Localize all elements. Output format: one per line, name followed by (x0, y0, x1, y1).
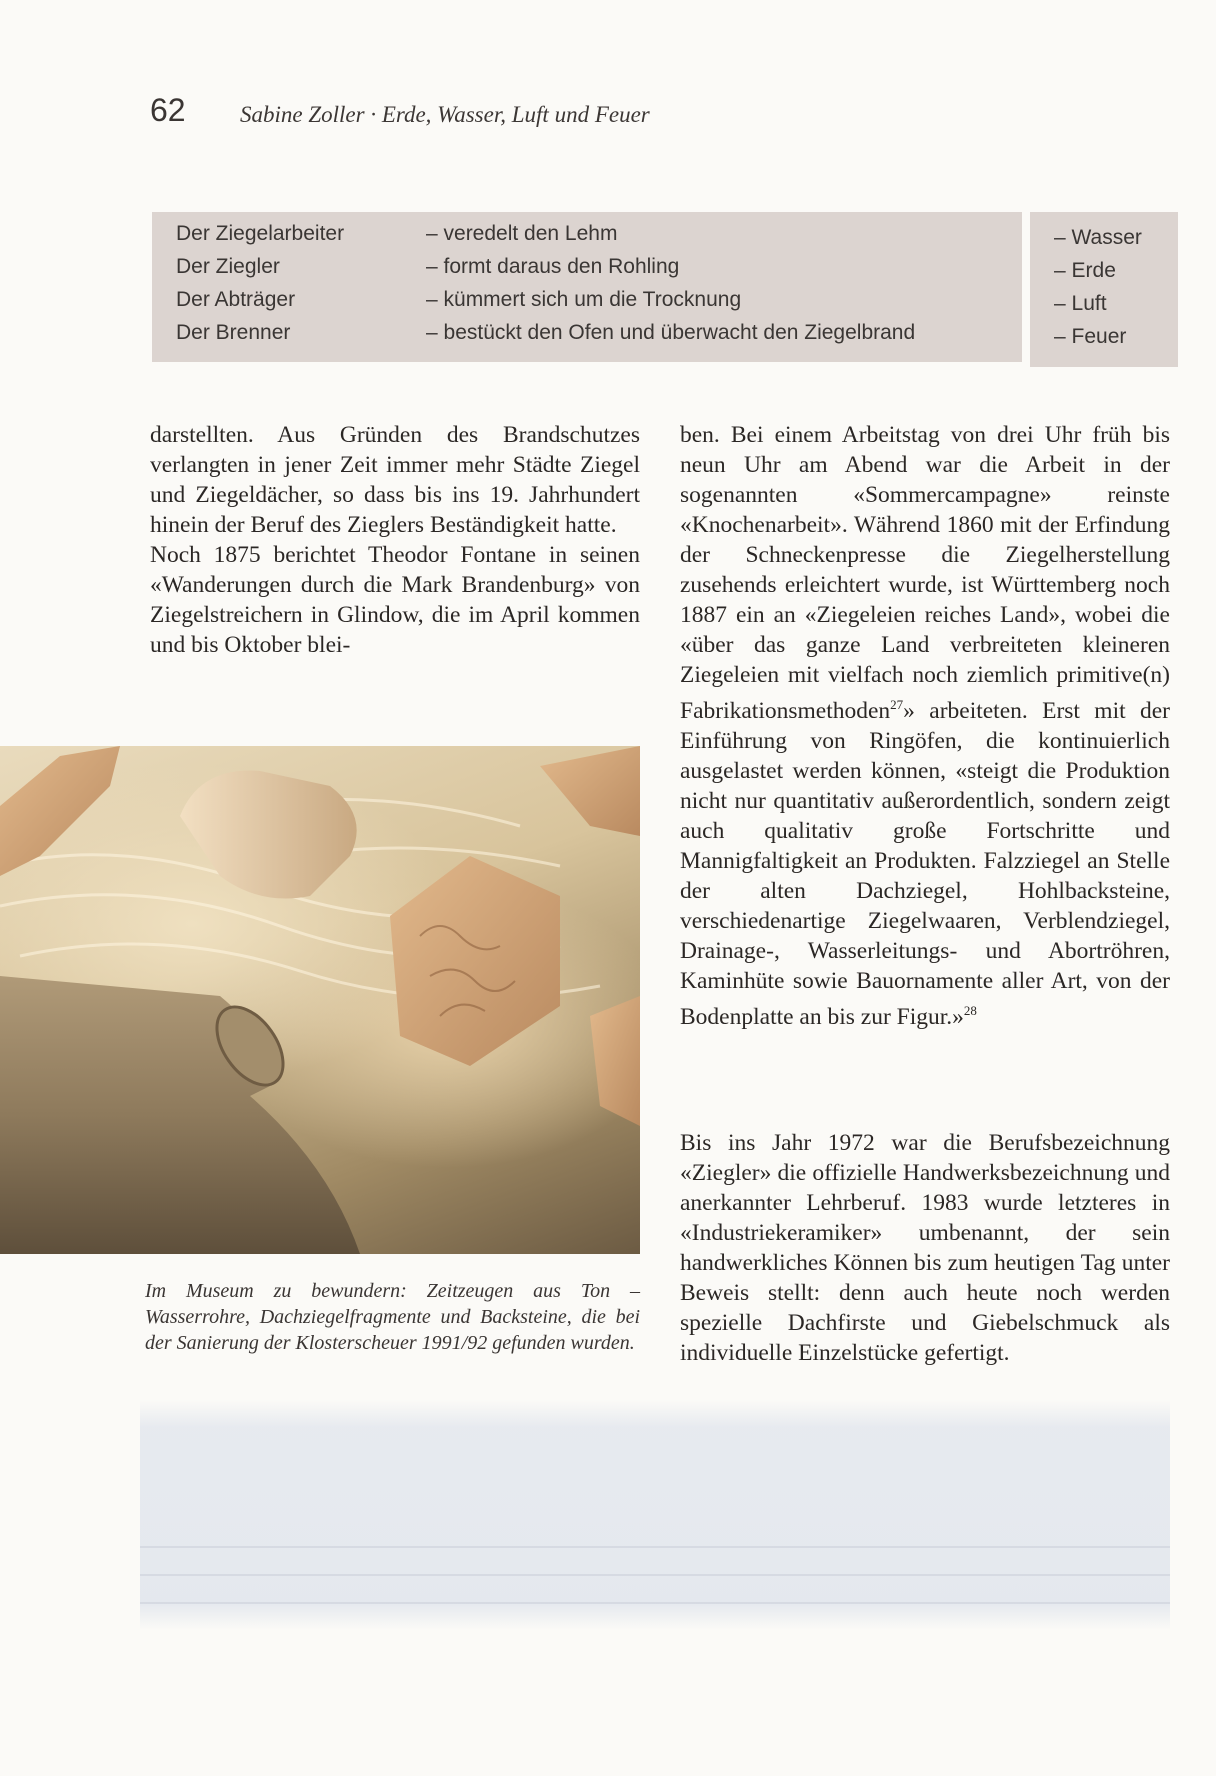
elements-list (1030, 212, 1178, 367)
role-task: – kümmert sich um die Trocknung (426, 288, 742, 311)
role-name: Der Abträger (176, 288, 296, 311)
photo-caption: Im Museum zu bewundern: Zeitzeugen aus Ton – Wasserrohre, Dachziegelfragmente und Backsteine, die bei der Sanierung der Klosterscheuer 1991/92 gefunden wurden. (145, 1280, 640, 1354)
footnote-ref: 28 (963, 1002, 977, 1018)
role-task: – formt daraus den Rohling (426, 255, 680, 278)
running-head: Sabine Zoller · Erde, Wasser, Luft und Feuer (240, 102, 650, 127)
roles-table-row (176, 288, 741, 312)
left-column-text (150, 420, 640, 660)
ornamented-tile (390, 856, 560, 1066)
right-column-text-2 (680, 1128, 1170, 1368)
clay-roll (180, 771, 357, 899)
element-item: – Erde (1054, 259, 1116, 282)
roles-table-row (176, 222, 617, 246)
roles-table-row (176, 255, 679, 279)
right-column-text (680, 420, 1170, 1032)
tile-fragment-top-right (540, 746, 640, 836)
tile-fragment-right (590, 996, 640, 1126)
artifacts-illustration (0, 746, 640, 1254)
paragraph: darstellten. Aus Gründen des Brandschutzes verlangten in jener Zeit immer mehr Städte Ziegel und Ziegeldächer, so dass bis ins 19. Jahrhundert hinein der Beruf des Zieglers Beständigkeit hatte. (150, 422, 640, 538)
role-task: – bestückt den Ofen und überwacht den Ziegelbrand (426, 321, 916, 344)
element-item: – Feuer (1054, 325, 1127, 348)
paragraph: Bis ins Jahr 1972 war die Berufsbezeichnung «Ziegler» die offizielle Handwerksbezeichnung und anerkannter Lehrberuf. 1983 wurde letzteres in «Industriekeramiker» umbenannt, der sein handwerkliches Können bis zum heutigen Tag unter Beweis stellt: denn auch heute noch werden spezielle Dachfirste und Giebelschmuck als individuelle Einzelstücke gefertigt. (680, 1130, 1170, 1366)
element-item: – Wasser (1054, 226, 1142, 249)
water-pipe (0, 976, 360, 1254)
element-item: – Luft (1054, 292, 1107, 315)
roles-table-row (176, 321, 915, 345)
role-name: Der Ziegler (176, 255, 280, 278)
paragraph: Noch 1875 berichtet Theodor Fontane in seinen «Wanderungen durch die Mark Brandenburg» von Ziegelstreichern in Glindow, die im April kommen und bis Oktober blei- (150, 542, 640, 658)
page-number: 62 (150, 92, 186, 128)
role-task: – veredelt den Lehm (426, 222, 618, 245)
museum-artifacts-photo (0, 746, 640, 1254)
paragraph (680, 420, 1170, 1032)
footnote-ref: 27 (890, 697, 904, 712)
role-name: Der Ziegelarbeiter (176, 222, 345, 245)
paragraph-text: ben. Bei einem Arbeitstag von drei Uhr früh bis neun Uhr am Abend war die Arbeit in der sogenannten «Sommercampagne» reinste «Knochenarbeit». Während 1860 mit der Erfindung der Schneckenpresse die Ziegelherstellung zusehends erleichtert wurde, ist Württemberg noch 1887 ein an «Ziegeleien reiches Land», wobei die «über das ganze Land verbreiteten kleineren Ziegeleien mit vielfach noch ziemlich primitive(n) Fabrikationsmethoden (680, 422, 1170, 724)
roles-table (152, 212, 1022, 362)
paragraph-text: » arbeiteten. Erst mit der Einführung von Ringöfen, die kontinuierlich ausgelastet werden können, «steigt die Produktion nicht nur quantitativ außerordentlich, sondern zeigt auch qualitativ große Fortschritte und Mannigfaltigkeit an Produkten. Falzziegel an Stelle der alten Dachziegel, Hohlbacksteine, verschiedenartige Ziegelwaaren, Verblendziegel, Drainage-, Wasserleitungs- und Abortröhren, Kaminhüte sowie Bauornamente aller Art, von der Bodenplatte an bis zur Figur.» (680, 697, 1170, 1030)
role-name: Der Brenner (176, 321, 291, 344)
reverse-side-text-lines (140, 1520, 1170, 1630)
